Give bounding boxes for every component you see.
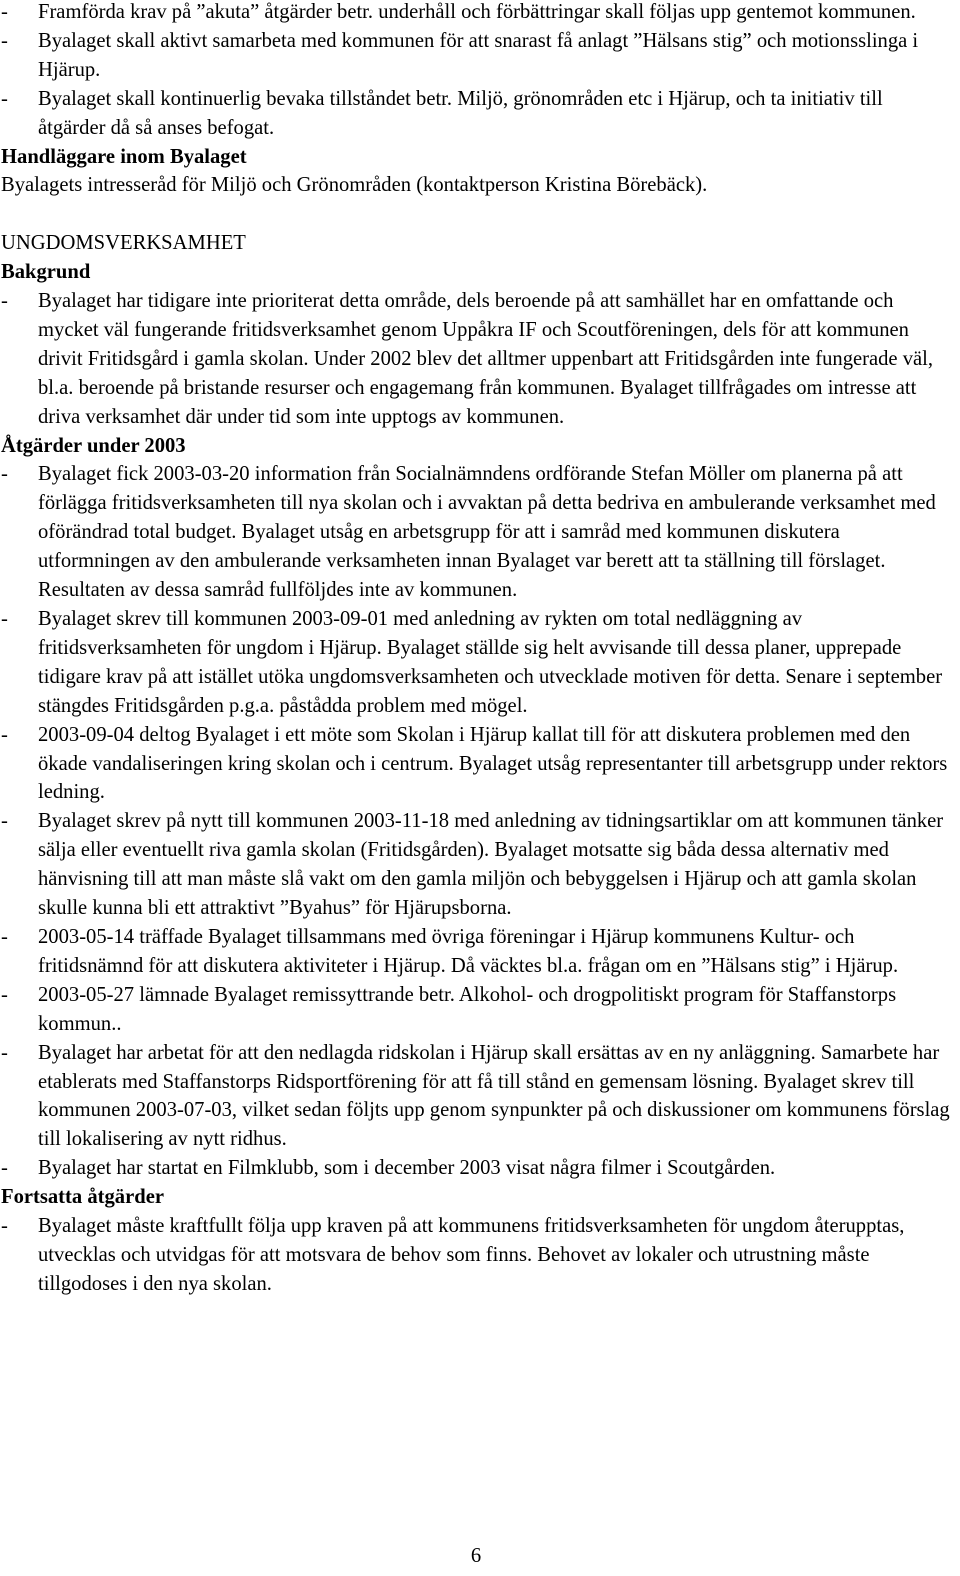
- bullet-dash: -: [1, 810, 8, 833]
- list-item-text: Byalaget fick 2003-03-20 information från Socialnämndens ordförande Stefan Möller om planerna på att förlägga fritidsverksamheten till nya skolan och i avvaktan på detta bedriva en ambulerande verksamhet med oförändrad total budget. Byalaget utsåg en arbetsgrupp för att i samråd med kommunen diskutera utformningen av den ambulerande verksamheten innan Byalaget var berett att ta ställning till förslaget. Resultaten av dessa samråd fullföljdes inte av kommunen.: [38, 463, 936, 602]
- section-title: UNGDOMSVERKSAMHET: [1, 232, 246, 255]
- fortsatta-heading: Fortsatta åtgärder: [1, 1186, 164, 1209]
- list-item-text: 2003-09-04 deltog Byalaget i ett möte som Skolan i Hjärup kallat till för att diskutera problemen med den ökade vandaliseringen kring skolan och i centrum. Byalaget utsåg representanter till arbetsgrupp under rektors ledning.: [38, 723, 948, 804]
- bullet-dash: -: [1, 1, 8, 23]
- list-item-text: Byalaget har arbetat för att den nedlagda ridskolan i Hjärup skall ersättas av en ny anläggning. Samarbete har etablerats med Staffanstorps Ridsportförening för att få till stånd en gemensam lösning. Byalaget skrev till kommunen 2003-07-03, vilket sedan följts upp genom synpunkter på och diskussioner om kommunens förslag till lokalisering av nytt ridhus.: [38, 1041, 950, 1151]
- handlaggare-text: Byalagets intresseråd för Miljö och Grönområden (kontaktperson Kristina Börebäck).: [1, 174, 708, 197]
- list-item: [0, 1154, 955, 1183]
- list-item-text: 2003-05-14 träffade Byalaget tillsammans med övriga föreningar i Hjärup kommunens Kultur- och fritidsnämnd för att diskutera aktiviteter i Hjärup. Då väcktes bl.a. frågan om en ”Hälsans stig” i Hjärup.: [38, 925, 899, 977]
- list-item-text: Framförda krav på ”akuta” åtgärder betr. underhåll och förbättringar skall följas upp gentemot kommunen.: [38, 1, 916, 23]
- spacer: [0, 200, 955, 229]
- list-item: [0, 27, 955, 85]
- list-item: [0, 0, 955, 27]
- bullet-dash: -: [1, 1041, 8, 1064]
- bullet-dash: -: [1, 983, 8, 1006]
- bullet-dash: -: [1, 463, 8, 486]
- list-item: [0, 1039, 955, 1155]
- bullet-dash: -: [1, 723, 8, 746]
- bullet-dash: -: [1, 87, 8, 110]
- list-item: [0, 460, 955, 605]
- atgarder-heading: Åtgärder under 2003: [1, 434, 186, 457]
- list-item-text: 2003-05-27 lämnade Byalaget remissyttrande betr. Alkohol- och drogpolitiskt program för Staffanstorps kommun..: [38, 983, 897, 1035]
- list-item: [0, 1212, 955, 1299]
- handlaggare-heading: Handläggare inom Byalaget: [1, 145, 247, 168]
- list-item: [0, 85, 955, 143]
- list-item-text: Byalaget skrev till kommunen 2003-09-01 med anledning av rykten om total nedläggning av fritidsverksamheten för ungdom i Hjärup. Byalaget ställde sig helt avvisande till dessa planer, upprepade tidigare krav på att istället utöka ungdomsverksamheten och utvecklade motiven för detta. Senare i september stängdes Fritidsgården p.g.a. påstådda problem med mögel.: [38, 608, 943, 717]
- bullet-dash: -: [1, 290, 8, 313]
- list-item: [0, 721, 955, 808]
- list-item-text: Byalaget skrev på nytt till kommunen 2003-11-18 med anledning av tidningsartiklar om att kommunen tänker sälja eller eventuellt riva gamla skolan (Fritidsgården). Byalaget motsatte sig båda dessa alternativ med hänvisning till att man måste slå vakt om den gamla miljön och bebyggelsen i Hjärup och att gamla skolan skulle kunna bli ett attraktivt ”Byahus” för Hjärupsborna.: [38, 810, 944, 920]
- bullet-dash: -: [1, 1157, 8, 1180]
- bullet-dash: -: [1, 925, 8, 948]
- bullet-dash: -: [1, 1215, 8, 1238]
- list-item: [0, 981, 955, 1039]
- page-number: 6: [470, 1545, 482, 1567]
- list-item: [0, 807, 955, 923]
- list-item: [0, 605, 955, 721]
- list-item-text: Byalaget skall kontinuerlig bevaka tillståndet betr. Miljö, grönområden etc i Hjärup, och ta initiativ till åtgärder då så anses befogat.: [38, 87, 883, 139]
- list-item: [0, 923, 955, 981]
- bullet-dash: -: [1, 608, 8, 631]
- bakgrund-heading: Bakgrund: [1, 261, 91, 284]
- list-item-text: Byalaget har startat en Filmklubb, som i december 2003 visat några filmer i Scoutgården.: [38, 1157, 776, 1180]
- list-item-text: Byalaget måste kraftfullt följa upp kraven på att kommunens fritidsverksamheten för ungdom återupptas, utvecklas och utvidgas för att motsvara de behov som finns. Behovet av lokaler och utrustning måste tillgodoses i den nya skolan.: [38, 1215, 905, 1295]
- list-item-text: Byalaget har tidigare inte prioriterat detta område, dels beroende på att samhället har en omfattande och mycket väl fungerande fritidsverksamhet genom Uppåkra IF och Scoutföreningen, dels för att kommunen drivit Fritidsgård i gamla skolan. Under 2002 blev det alltmer uppenbart att Fritidsgården inte fungerade väl, bl.a. beroende på bristande resurser och engagemang från kommunen. Byalaget tillfrågades om intresse att driva verksamhet där under tid som inte upptogs av kommunen.: [38, 290, 934, 428]
- list-item-text: Byalaget skall aktivt samarbeta med kommunen för att snarast få anlagt ”Hälsans stig” och motionsslinga i Hjärup.: [38, 29, 919, 81]
- list-item: [0, 287, 955, 432]
- bullet-dash: -: [1, 29, 8, 52]
